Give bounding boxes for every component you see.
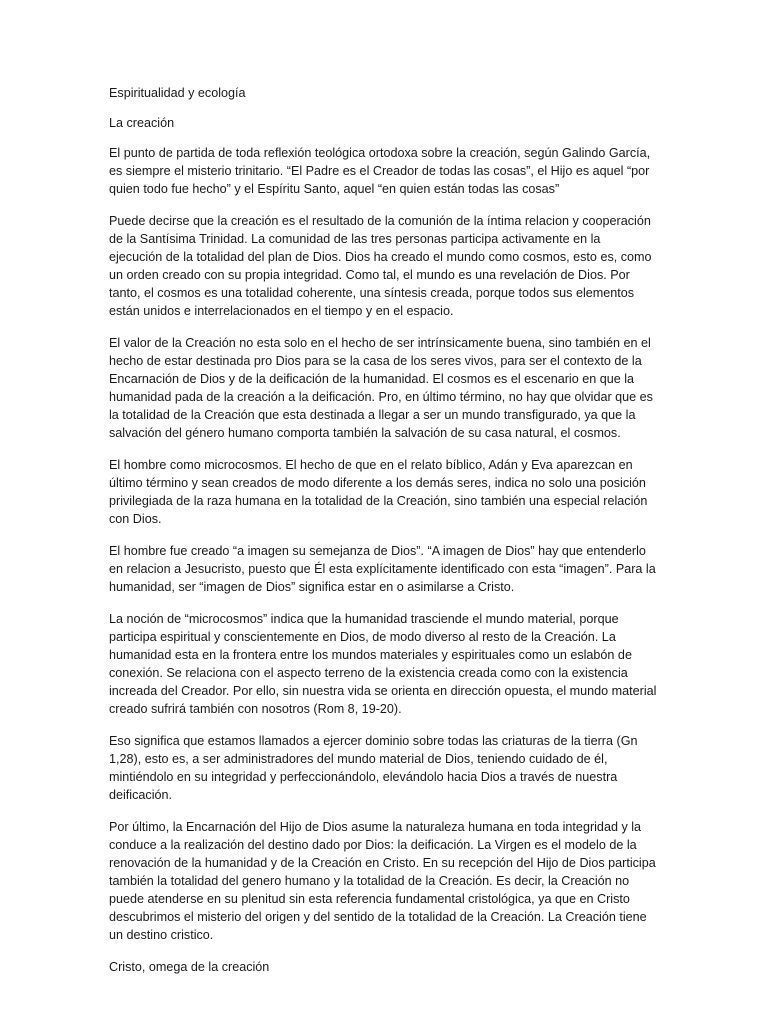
section-heading-christ-omega: Cristo, omega de la creación [109, 960, 270, 974]
paragraph-5: El hombre fue creado “a imagen su semejanza de Dios”. “A imagen de Dios” hay que entenderlo en relacion a Jesucristo, puesto que Él esta explícitamente identificado con esta “imagen”. Para la humanidad, ser “imagen de Dios” significa estar en o asimilarse a Cristo. [109, 544, 656, 594]
paragraph-6: La noción de “microcosmos” indica que la humanidad trasciende el mundo material, porque participa espiritual y conscientemente en Dios, de modo diverso al resto de la Creación. La humanidad esta en la frontera entre los mundos materiales y espirituales como un eslabón de conexión. Se relaciona con el aspecto terreno de la existencia creada como con la existencia increada del Creador. Por ello, sin nuestra vida se orienta en dirección opuesta, el mundo material creado sufrirá también con nosotros (Rom 8, 19-20). [109, 612, 657, 716]
paragraph-1: El punto de partida de toda reflexión teológica ortodoxa sobre la creación, según Galindo García, es siempre el misterio trinitario. “El Padre es el Creador de todas las cosas”, el Hijo es aquel “por quien todo fue hecho” y el Espíritu Santo, aquel “en quien están todas las cosas” [109, 146, 651, 196]
paragraph-8: Por último, la Encarnación del Hijo de Dios asume la naturaleza humana en toda integridad y la conduce a la realización del destino dado por Dios: la deificación. La Virgen es el modelo de la renovación de la humanidad y de la Creación en Cristo. En su recepción del Hijo de Dios participa también la totalidad del genero humano y la totalidad de la Creación. Es decir, la Creación no puede atenderse en su plenitud sin esta referencia fundamental cristológica, ya que en Cristo descubrimos el misterio del origen y del sentido de la totalidad de la Creación. La Creación tiene un destino cristico. [109, 820, 656, 942]
document-title: Espiritualidad y ecología [109, 86, 246, 100]
section-heading-creation: La creación [109, 116, 175, 130]
paragraph-4: El hombre como microcosmos. El hecho de que en el relato bíblico, Adán y Eva aparezcan en último término y sean creados de modo diferente a los demás seres, indica no solo una posición privilegiada de la raza humana en la totalidad de la Creación, sino también una especial relación con Dios. [109, 458, 648, 526]
paragraph-2: Puede decirse que la creación es el resultado de la comunión de la íntima relacion y cooperación de la Santísima Trinidad. La comunidad de las tres personas participa activamente en la ejecución de la totalidad del plan de Dios. Dios ha creado el mundo como cosmos, esto es, como un orden creado con su propia integridad. Como tal, el mundo es una revelación de Dios. Por tanto, el cosmos es una totalidad coherente, una síntesis creada, porque todos sus elementos están unidos e interrelacionados en el tiempo y en el espacio. [109, 214, 652, 318]
paragraph-3: El valor de la Creación no esta solo en el hecho de ser intrínsicamente buena, sino también en el hecho de estar destinada pro Dios para se la casa de los seres vivos, para ser el contexto de la Encarnación de Dios y de la deificación de la humanidad. El cosmos es el escenario en que la humanidad pada de la creación a la deificación. Pro, en último término, no hay que olvidar que es la totalidad de la Creación que esta destinada a llegar a ser un mundo transfigurado, ya que la salvación del género humano comporta también la salvación de su casa natural, el cosmos. [109, 336, 653, 440]
document-page [109, 84, 657, 988]
paragraph-7: Eso significa que estamos llamados a ejercer dominio sobre todas las criaturas de la tierra (Gn 1,28), esto es, a ser administradores del mundo material de Dios, teniendo cuidado de él, mintiéndolo en su integridad y perfeccionándolo, elevándolo hacia Dios a través de nuestra deificación. [109, 734, 638, 802]
